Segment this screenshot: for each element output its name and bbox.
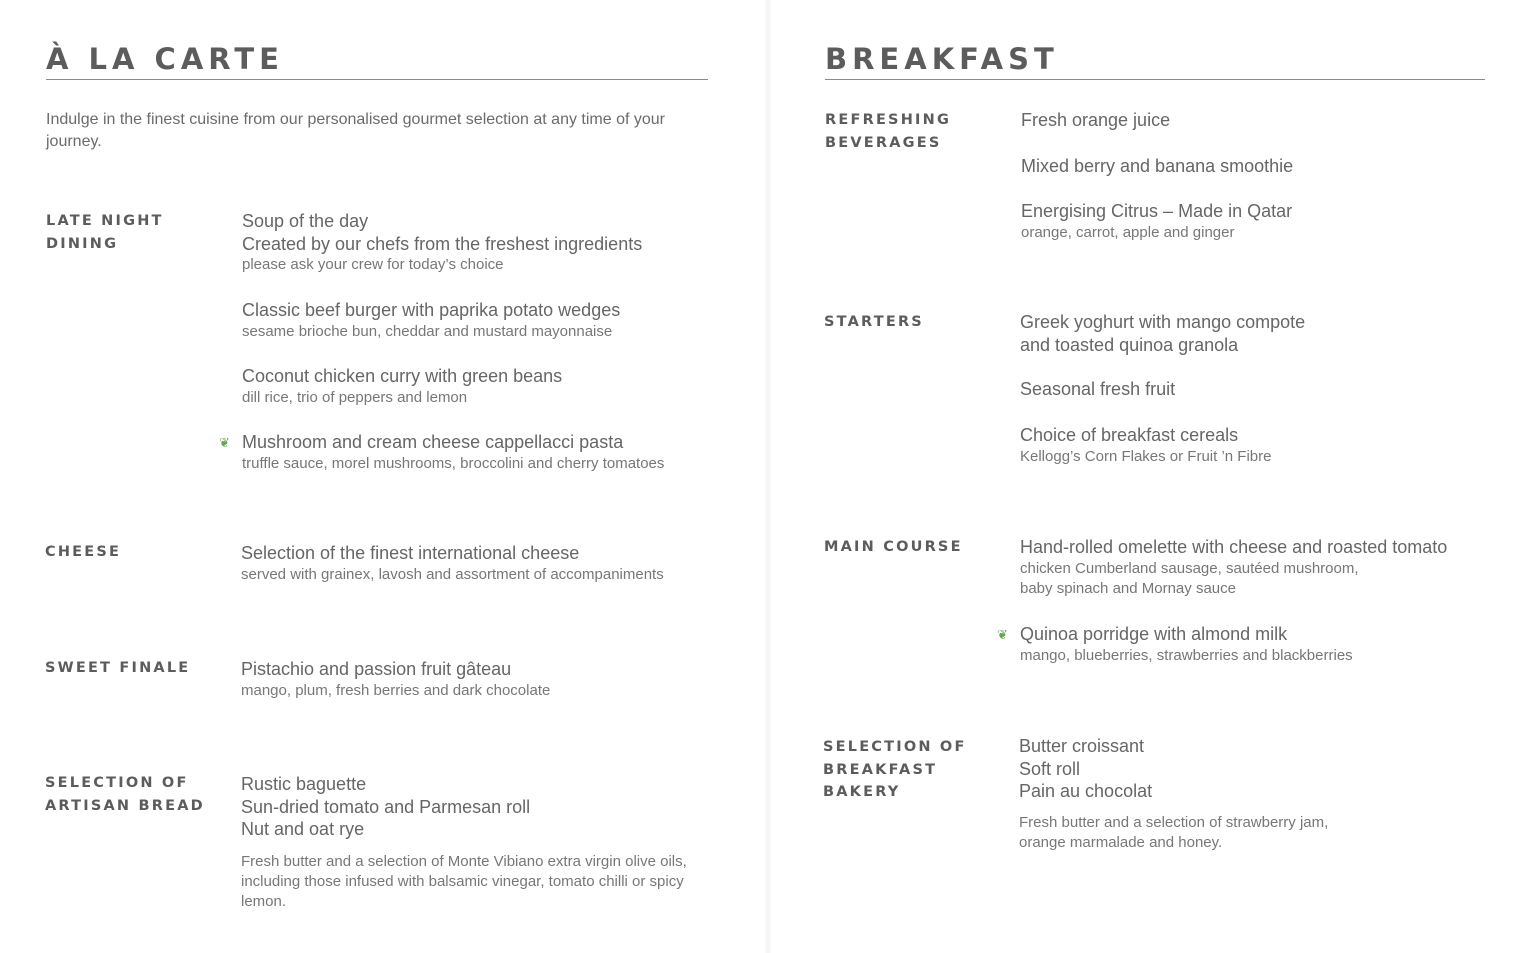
dish-name: Seasonal fresh fruit [1020, 379, 1176, 399]
dish-name: Created by our chefs from the freshest ingredients [242, 233, 643, 254]
dish-name: Pain au chocolat [1019, 781, 1153, 801]
dish-name: Mushroom and cream cheese cappellacci pasta [242, 432, 624, 452]
dish-name: Nut and oat rye [241, 819, 365, 839]
dish-note: Fresh butter and a selection of Monte Vibiano extra virgin olive oils, including those infused with balsamic vinegar, tomato chilli or spicy lemon. [241, 852, 687, 910]
menu-item [1019, 735, 1369, 853]
dish-name: Hand-rolled omelette with cheese and roasted tomato [1020, 537, 1448, 557]
dish-description: sesame brioche bun, cheddar and mustard mayonnaise [242, 322, 613, 340]
menu-item [241, 658, 550, 701]
dish-name: Soup of the day [242, 211, 369, 231]
menu-item [1020, 623, 1353, 666]
dish-description: truffle sauce, morel mushrooms, broccolini and cherry tomatoes [242, 454, 665, 472]
dish-description: Kellogg’s Corn Flakes or Fruit ’n Fibre [1020, 447, 1272, 465]
dish-name: Choice of breakfast cereals [1020, 425, 1239, 445]
dish-description: baby spinach and Mornay sauce [1020, 579, 1236, 597]
section-label-main-course: MAIN COURSE [824, 539, 963, 555]
menu-item [1021, 109, 1170, 132]
dish-description: mango, plum, fresh berries and dark chocolate [241, 681, 551, 699]
title-rule [825, 79, 1485, 80]
dish-description: dill rice, trio of peppers and lemon [242, 388, 468, 406]
dish-name: Pistachio and passion fruit gâteau [241, 659, 512, 679]
dish-name: Mixed berry and banana smoothie [1021, 156, 1294, 176]
section-label-starters: STARTERS [824, 314, 924, 330]
page-title: BREAKFAST [825, 42, 1059, 76]
menu-item [1020, 536, 1447, 599]
menu-item [1020, 424, 1271, 467]
dish-name: Classic beef burger with paprika potato wedges [242, 300, 621, 320]
dish-description: served with grainex, lavosh and assortment of accompaniments [241, 565, 664, 583]
menu-item [241, 773, 706, 912]
menu-item [1021, 200, 1292, 243]
dish-name: Butter croissant [1019, 736, 1145, 756]
intro-text: Indulge in the finest cuisine from our personalised gourmet selection at any time of your journey. [46, 111, 665, 150]
menu-item [242, 299, 620, 342]
leaf-icon: ❦ [997, 627, 1008, 642]
dish-name: Soft roll [1019, 758, 1081, 779]
section-label-sweet-finale: SWEET FINALE [45, 660, 191, 676]
dish-name: Sun-dried tomato and Parmesan roll [241, 796, 531, 817]
dish-description: chicken Cumberland sausage, sautéed mushroom, [1020, 559, 1359, 577]
dish-name: Fresh orange juice [1021, 110, 1171, 130]
dish-name: Coconut chicken curry with green beans [242, 366, 563, 386]
dish-description: please ask your crew for today’s choice [242, 256, 504, 273]
section-label-artisan-bread: SELECTION OF ARTISAN BREAD [45, 775, 205, 814]
menu-item [1020, 311, 1305, 356]
leaf-icon: ❦ [219, 435, 230, 450]
dish-name: Rustic baguette [241, 774, 367, 794]
dish-description: mango, blueberries, strawberries and blackberries [1020, 646, 1353, 664]
menu-item [242, 210, 642, 275]
dish-name: and toasted quinoa granola [1020, 334, 1239, 355]
dish-description: orange, carrot, apple and ginger [1021, 223, 1235, 241]
menu-item [242, 365, 562, 408]
dish-name: Greek yoghurt with mango compote [1020, 312, 1306, 332]
title-rule [46, 79, 708, 80]
page-breakfast [768, 0, 1536, 953]
dish-note: Fresh butter and a selection of strawberry jam, orange marmalade and honey. [1019, 813, 1329, 851]
menu-item [1021, 155, 1293, 178]
section-label-beverages: REFRESHING BEVERAGES [825, 112, 952, 151]
dish-name: Energising Citrus – Made in Qatar [1021, 201, 1293, 221]
menu-item [1020, 378, 1175, 401]
section-label-breakfast-bakery: SELECTION OF BREAKFAST BAKERY [823, 739, 967, 800]
dish-name: Selection of the finest international cheese [241, 543, 580, 563]
dish-name: Quinoa porridge with almond milk [1020, 624, 1288, 644]
section-label-late-night: LATE NIGHT DINING [46, 213, 164, 252]
menu-item [242, 431, 664, 474]
menu-item [241, 542, 664, 585]
page-title: À LA CARTE [46, 42, 284, 76]
section-label-cheese: CHEESE [45, 544, 122, 560]
